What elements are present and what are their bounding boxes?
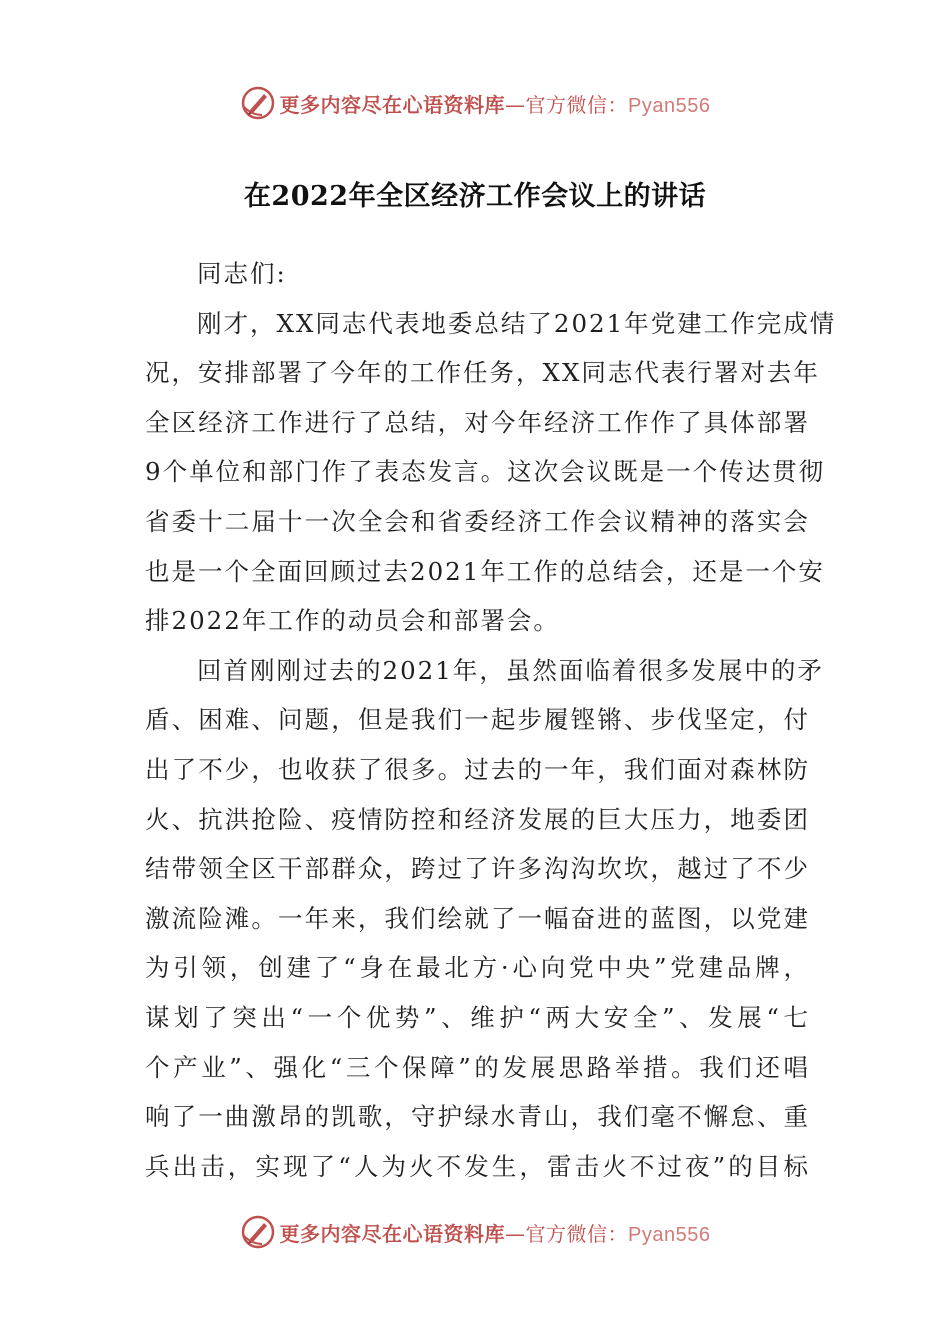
watermark-sub-text: 官方微信： [525, 92, 629, 117]
paragraph-2-line: 兵出击，实现了“人为火不发生，雷击火不过夜”的目标 [145, 1151, 810, 1181]
watermark-wechat-id: Pyan556 [628, 1223, 711, 1246]
salutation: 同志们: [197, 259, 287, 288]
paragraph-1-line: 况，安排部署了今年的工作任务，XX同志代表行署对去年 [145, 358, 820, 388]
paragraph-2-line: 为引领，创建了“身在最北方·心向党中央”党建品牌， [145, 953, 810, 983]
paragraph-2-line: 个产业”、强化“三个保障”的发展思路举措。我们还唱 [145, 1052, 810, 1082]
paragraph-2-line: 激流险滩。一年来，我们绘就了一幅奋进的蓝图，以党建 [145, 903, 810, 933]
document-title: 在2022年全区经济工作会议上的讲话 [243, 181, 707, 212]
paragraph-2-line: 谋划了突出“一个优势”、维护“两大安全”、发展“七 [145, 1002, 810, 1032]
paragraph-1-line: 省委十二届十一次全会和省委经济工作会议精神的落实会 [145, 506, 810, 536]
document-body [145, 249, 837, 1191]
watermark-text [280, 89, 711, 118]
pen-circle-logo-icon [240, 1214, 276, 1250]
paragraph-2-line: 盾、困难、问题，但是我们一起步履铿锵、步伐坚定，付 [145, 705, 810, 735]
watermark-main-text: 更多内容尽在心语资料库 [279, 92, 506, 117]
header-watermark-banner [0, 83, 950, 123]
paragraph-2-line: 出了不少，也收获了很多。过去的一年，我们面对森林防 [145, 754, 810, 784]
watermark-main-text: 更多内容尽在心语资料库 [279, 1221, 506, 1246]
watermark-dash: — [505, 92, 526, 117]
paragraph-1-line: 刚才，XX同志代表地委总结了2021年党建工作完成情 [197, 308, 837, 338]
paragraph-2-line: 响了一曲激昂的凯歌，守护绿水青山，我们毫不懈怠、重 [145, 1102, 810, 1132]
footer-watermark-banner [0, 1212, 950, 1252]
watermark-wechat-id: Pyan556 [628, 94, 711, 117]
watermark-dash: — [505, 1221, 526, 1246]
watermark-sub-text: 官方微信： [525, 1221, 629, 1246]
paragraph-1-line: 排2022年工作的动员会和部署会。 [145, 606, 560, 636]
paragraph-2-line: 火、抗洪抢险、疫情防控和经济发展的巨大压力，地委团 [145, 804, 810, 834]
paragraph-2-line: 结带领全区干部群众，跨过了许多沟沟坎坎，越过了不少 [145, 854, 810, 884]
pen-circle-logo-icon [240, 85, 276, 121]
paragraph-1-line: 也是一个全面回顾过去2021年工作的总结会，还是一个安 [145, 556, 825, 586]
paragraph-1-line: 全区经济工作进行了总结，对今年经济工作作了具体部署 [145, 407, 810, 437]
paragraph-2-line: 回首刚刚过去的2021年，虽然面临着很多发展中的矛 [197, 655, 824, 685]
watermark-text [280, 1218, 711, 1247]
paragraph-1-line: 9个单位和部门作了表态发言。这次会议既是一个传达贯彻 [145, 457, 826, 487]
